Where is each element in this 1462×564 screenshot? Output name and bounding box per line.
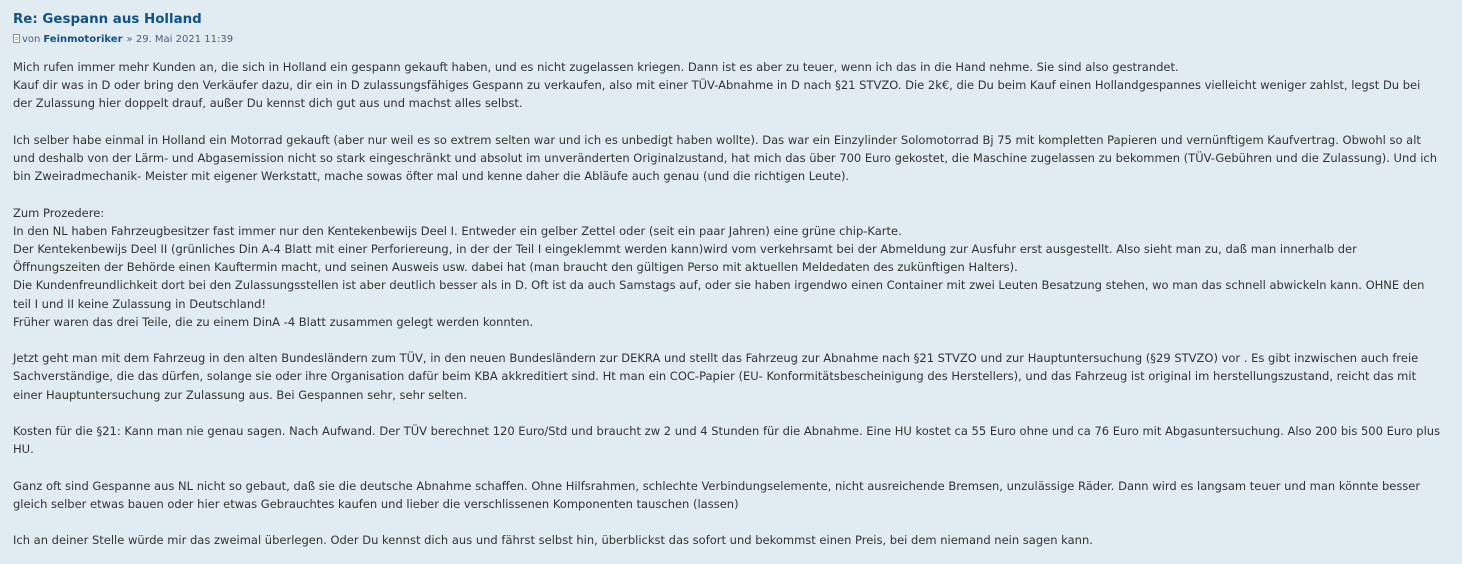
- post-author-line: [13, 33, 1453, 46]
- paragraph-1-line-2: Kauf dir was in D oder bring den Verkäufer dazu, dir ein in D zulassungsfähiges Gespann zu verkaufen, also mit einer TÜV-Abnahme in D nach §21 STVZO. Die 2k€, die Du beim Kauf einen Hollandgespannes vielleicht weniger zahlst, legst Du bei der Zulassung hier doppelt drauf, außer Du kennst dich gut aus und machst alles selbst.: [13, 78, 1421, 111]
- paragraph-5: Kosten für die §21: Kann man nie genau sagen. Nach Aufwand. Der TÜV berechnet 120 Euro/Std und braucht zw 2 und 4 Stunden für die Abnahme. Eine HU kostet ca 55 Euro ohne und ca 76 Euro mit Abgasuntersuchung. Also 200 bis 500 Euro plus HU.: [13, 424, 1441, 457]
- paragraph-4: Jetzt geht man mit dem Fahrzeug in den alten Bundesländern zum TÜV, in den neuen Bundesländern zur DEKRA und stellt das Fahrzeug zur Abnahme nach §21 STVZO und zur Hauptuntersuchung (§29 STVZO) vor . Es gibt inzwischen auch freie Sachverständige, die das dürfen, solange sie oder ihre Organisation dafür beim KBA akkreditiert sind. Ht man ein COC-Papier (EU- Konformitätsbescheinigung des Herstellers), und das Fahrzeug ist original im herstellungszustand, reicht das mit einer Hauptuntersuchung zur Zulassung aus. Bei Gespannen sehr, sehr selten.: [13, 351, 1419, 402]
- paragraph-7: Ich an deiner Stelle würde mir das zweimal überlegen. Oder Du kennst dich aus und fährst selbst hin, überblickst das sofort und bekommst einen Preis, bei dem niemand nein sagen kann.: [13, 533, 1093, 548]
- paragraph-3-line-1: Zum Prozedere:: [13, 205, 105, 220]
- paragraph-3-line-5: Früher waren das drei Teile, die zu einem DinA -4 Blatt zusammen gelegt werden konnten.: [13, 314, 534, 329]
- post-date: » 29. Mai 2021 11:39: [126, 34, 234, 45]
- paragraph-2: Ich selber habe einmal in Holland ein Motorrad gekauft (aber nur weil es so extrem selten war und ich es unbedigt haben wollte). Das war ein Einzylinder Solomotorrad Bj 75 mit kompletten Papieren und vernünftigem Kaufvertrag. Obwohl so alt und deshalb von der Lärm- und Abgasemission nicht so stark eingeschränkt und absolut im unveränderten Originalzustand, hat mich das über 700 Euro gekostet, die Maschine zugelassen zu bekommen (TÜV-Gebühren und die Zulassung). Und ich bin Zweiradmechanik- Meister mit eigener Werkstatt, mache sowas öfter mal und kenne daher die Abläufe auch genau (und die richtigen Leute).: [13, 132, 1438, 184]
- author-prefix: von: [22, 34, 41, 45]
- paragraph-1-line-1: Mich rufen immer mehr Kunden an, die sich in Holland ein gespann gekauft haben, und es nicht zugelassen kriegen. Dann ist es aber zu teuer, wenn ich das in die Hand nehme. Sie sind also gestrandet.: [13, 60, 1179, 74]
- paragraph-6: Ganz oft sind Gespanne aus NL nicht so gebaut, daß sie die deutsche Abnahme schaffen. Ohne Hilfsrahmen, schlechte Verbindungselemente, nicht ausreichende Bremsen, unzulässige Räder. Dann wird es langsam teuer und man könnte besser gleich selber etwas bauen oder hier etwas Gebrauchtes kaufen und lieber die verschlissenen Komponenten tauschen (lassen): [13, 478, 1421, 511]
- paragraph-3-line-2: In den NL haben Fahrzeugbesitzer fast immer nur den Kentekenbewijs Deel I. Entweder ein gelber Zettel oder (seit ein paar Jahren) eine grüne chip-Karte.: [13, 223, 902, 238]
- forum-post: [4, 4, 1461, 564]
- author-link[interactable]: Feinmotoriker: [43, 34, 123, 45]
- post-title-link[interactable]: Re: Gespann aus Holland: [13, 12, 202, 27]
- paragraph-3-line-3: Der Kentekenbewijs Deel II (grünliches Din A-4 Blatt mit einer Perforiereung, in der der Teil I eingeklemmt werden kann)wird vom verkehrsamt bei der Abmeldung zur Ausfuhr erst ausgestellt. Also sieht man zu, daß man innerhalb der Öffnungszeiten der Behörde einen Kauftermin macht, und seinen Ausweis usw. dabei hat (man braucht den gültigen Perso mit aktuellen Meldedaten des zukünftigen Halters).: [13, 242, 1357, 275]
- post-file-icon[interactable]: [13, 34, 20, 43]
- post-content: [13, 58, 1443, 549]
- paragraph-3-line-4: Die Kundenfreundlichkeit dort bei den Zulassungsstellen ist aber deutlich besser als in D. Oft ist da auch Samstags auf, oder sie haben irgendwo einen Container mit zwei Leuten Besatzung stehen, wo man das schnell abwickeln kann. OHNE den teil I und II keine Zulassung in Deutschland!: [13, 278, 1425, 311]
